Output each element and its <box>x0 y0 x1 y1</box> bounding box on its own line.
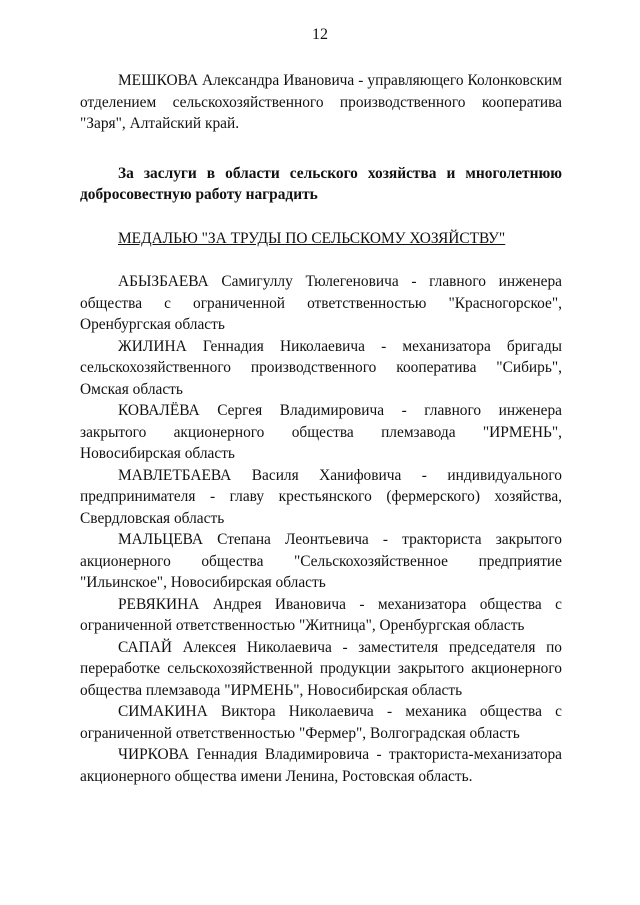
intro-entry: МЕШКОВА Александра Ивановича - управляющего Колонковским отделением сельскохозяйственного производственного кооператива "Заря", Алтайский край. <box>80 72 562 132</box>
recipient-entry: СИМАКИНА Виктора Николаевича - механика общества с ограниченной ответственностью "Фермер", Волгоградская область <box>80 703 562 742</box>
medal-title: МЕДАЛЬЮ "ЗА ТРУДЫ ПО СЕЛЬСКОМУ ХОЗЯЙСТВУ" <box>118 229 506 247</box>
recipient-entry: САПАЙ Алексея Николаевича - заместителя председателя по переработке сельскохозяйственной продукции закрытого акционерного общества племзавода "ИРМЕНЬ", Новосибирская область <box>80 638 562 699</box>
recipient-entry: ЖИЛИНА Геннадия Николаевича - механизатора бригады сельскохозяйственного производственного кооператива "Сибирь", Омская область <box>80 337 562 398</box>
spacer <box>80 135 562 163</box>
award-heading: За заслуги в области сельского хозяйства и многолетнюю добросовестную работу наградить <box>80 164 562 203</box>
recipient-entry: ЧИРКОВА Геннадия Владимировича - тракториста-механизатора акционерного общества имени Ленина, Ростовская область. <box>80 746 562 785</box>
recipient-entry: РЕВЯКИНА Андрея Ивановича - механизатора общества с ограниченной ответственностью "Житница", Оренбургская область <box>80 595 562 634</box>
recipient-list <box>80 271 562 787</box>
spacer <box>80 206 562 228</box>
document-body <box>80 70 562 787</box>
recipient-entry: АБЫЗБАЕВА Самигуллу Тюлегеновича - главного инженера общества с ограниченной ответственностью "Красногорское", Оренбургская область <box>80 273 562 333</box>
recipient-entry: МАВЛЕТБАЕВА Василя Ханифовича - индивидуального предпринимателя - главу крестьянского (фермерского) хозяйства, Свердловская область <box>80 466 562 527</box>
spacer <box>80 249 562 271</box>
page-number: 12 <box>312 26 328 43</box>
recipient-entry: КОВАЛЁВА Сергея Владимировича - главного инженера закрытого акционерного общества племзавода "ИРМЕНЬ", Новосибирская область <box>80 402 562 462</box>
recipient-entry: МАЛЬЦЕВА Степана Леонтьевича - тракториста закрытого акционерного общества "Сельскохозяйственное предприятие "Ильинское", Новосибирская область <box>80 531 562 591</box>
